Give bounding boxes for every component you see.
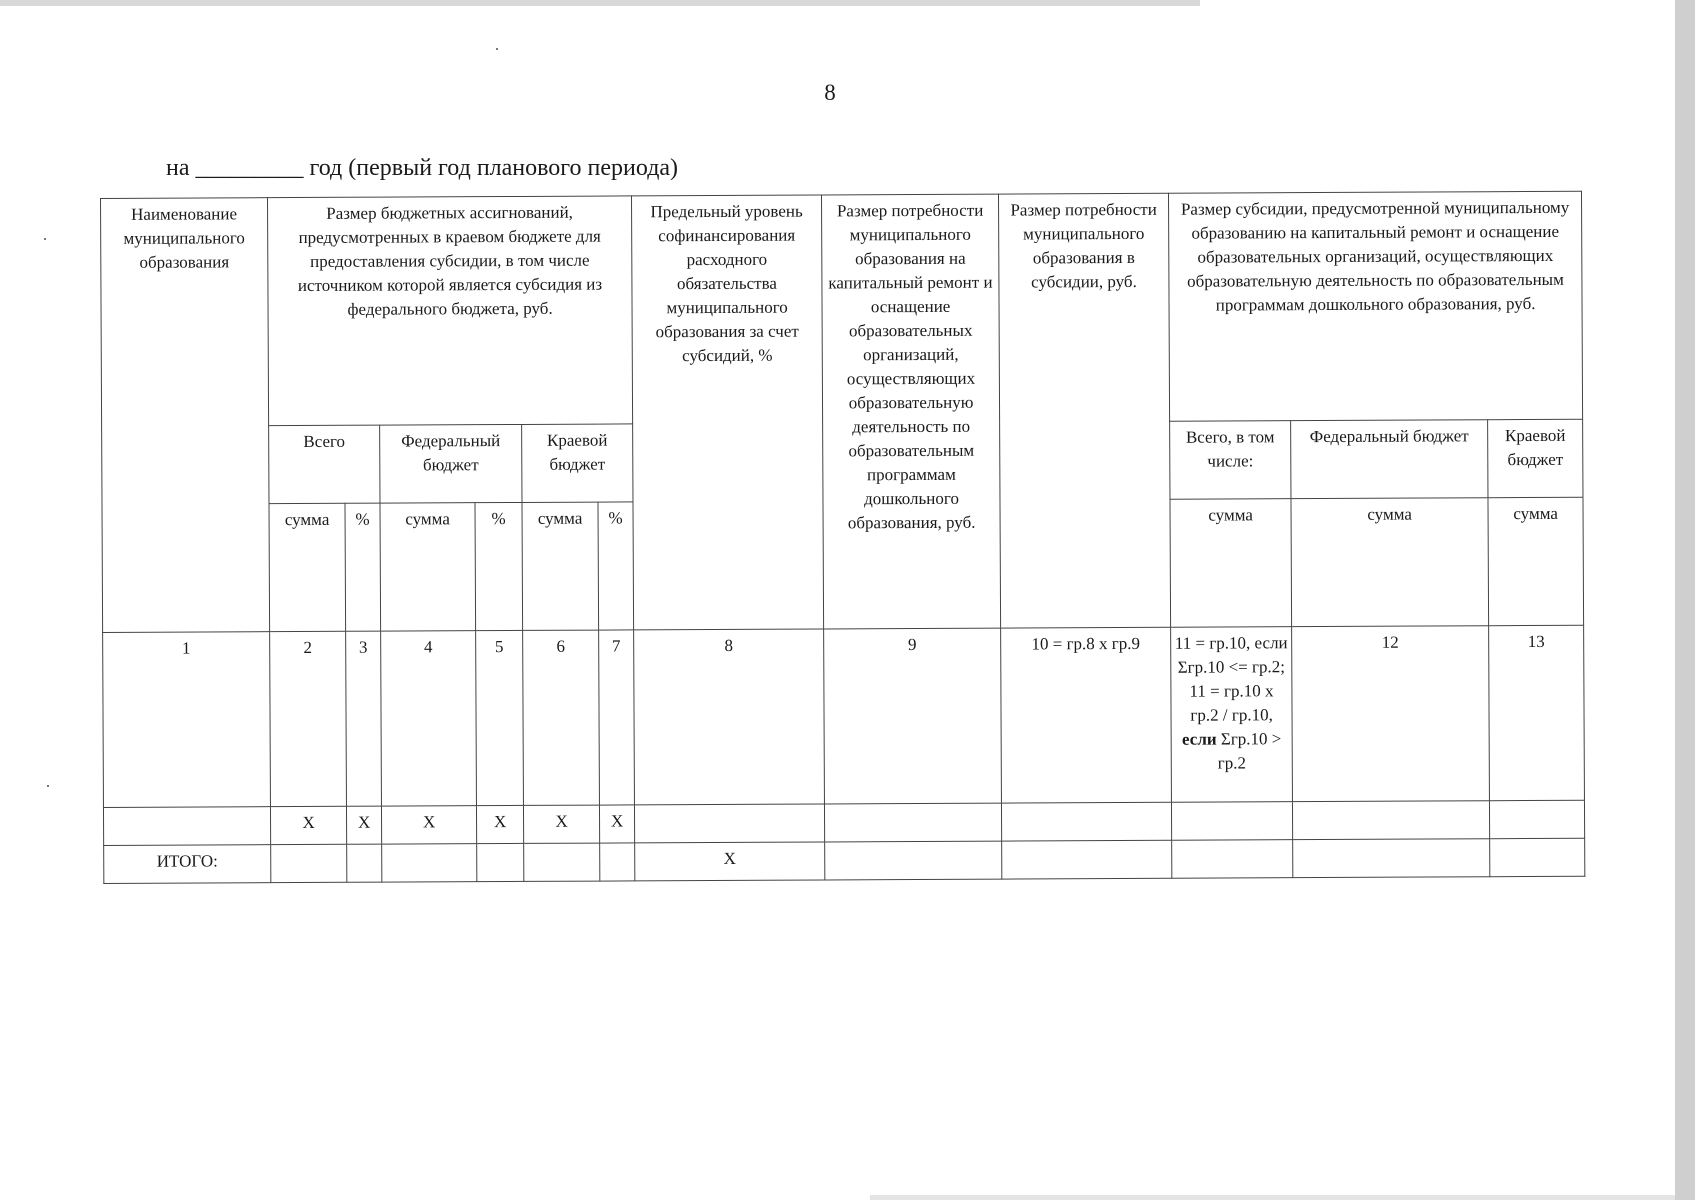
cell-empty — [477, 843, 524, 881]
scan-speck — [44, 238, 46, 240]
col-num-11-formula — [1171, 627, 1293, 803]
total-row — [104, 838, 1585, 883]
cell-x: Х — [381, 806, 476, 844]
total-label: ИТОГО: — [104, 845, 271, 884]
header-cofinancing-level: Предельный уровень софинансирования расходного обязательства муниципального образования за счет субсидий, % — [632, 195, 824, 630]
formula-part: 11 = гр.10, если Σгр.10 <= гр.2; 11 = гр.10 х гр.2 / гр.10, — [1174, 633, 1288, 725]
table-heading: на _________ год (первый год планового периода) — [166, 155, 679, 181]
cell-x: Х — [523, 805, 599, 843]
subheader-federal: Федеральный бюджет — [380, 424, 522, 503]
col-num-10: 10 = гр.8 х гр.9 — [1001, 627, 1172, 803]
col-num-2: 2 — [270, 631, 347, 806]
formula-bold-if: если — [1181, 729, 1217, 749]
col-num-3: 3 — [346, 631, 382, 806]
unit-pct: % — [345, 503, 381, 631]
col-num-5: 5 — [476, 630, 524, 805]
scan-speck — [47, 785, 49, 787]
unit-sum: сумма — [380, 503, 476, 631]
col-num-8: 8 — [634, 629, 825, 805]
cell-x: Х — [270, 806, 346, 844]
cell-x: Х — [476, 805, 523, 843]
cell-x: Х — [599, 805, 634, 843]
col-num-1: 1 — [103, 632, 271, 808]
scan-speck — [496, 48, 498, 50]
cell-empty — [524, 843, 600, 881]
cell-empty — [1002, 802, 1172, 841]
cell-empty — [271, 844, 347, 882]
header-municipality: Наименование муниципального образования — [101, 198, 270, 633]
subheader-regional: Краевой бюджет — [522, 424, 633, 503]
col-num-6: 6 — [523, 630, 600, 805]
cell-empty — [1172, 840, 1293, 879]
page-number: 8 — [824, 80, 836, 105]
cell-empty — [1293, 839, 1490, 878]
unit-sum: сумма — [522, 502, 599, 630]
cell-empty — [1172, 802, 1293, 841]
header-subsidy-size: Размер субсидии, предусмотренной муниципальному образованию на капитальный ремонт и оснащение образовательных организаций, осуществляющих образовательную деятельность по образовательным программам дошкольного образования, руб. — [1169, 191, 1583, 421]
scan-edge-top — [0, 0, 1200, 6]
cell-x: Х — [346, 806, 381, 844]
formula-part: Σгр.10 > гр.2 — [1216, 729, 1282, 773]
col-num-12: 12 — [1292, 626, 1490, 802]
header-row — [101, 191, 1583, 426]
cell-empty — [600, 843, 635, 881]
subheader-total: Всего — [269, 425, 380, 504]
cell-empty — [1002, 840, 1172, 879]
unit-sum: сумма — [269, 503, 346, 631]
col-num-9: 9 — [824, 628, 1002, 804]
cell-municipality — [103, 807, 270, 846]
unit-sum: сумма — [1488, 497, 1584, 625]
cell-empty — [382, 844, 477, 882]
cell-empty — [825, 803, 1002, 842]
cell-empty — [825, 841, 1002, 880]
total-cofinancing-x: Х — [635, 842, 825, 881]
header-need-repair: Размер потребности муниципального образования на капитальный ремонт и оснащение образовательных организаций, осуществляющих образовательную деятельность по образовательным программам дошкольного образования, руб. — [822, 194, 1001, 629]
col-num-13: 13 — [1489, 625, 1585, 800]
cell-empty — [1490, 838, 1585, 876]
subheader-regional-2: Краевой бюджет — [1488, 419, 1583, 497]
subheader-federal-2: Федеральный бюджет — [1291, 420, 1488, 499]
header-need-subsidy: Размер потребности муниципального образования в субсидии, руб. — [999, 193, 1171, 628]
subsidy-table — [100, 191, 1585, 884]
column-number-row — [103, 625, 1585, 807]
unit-pct: % — [598, 502, 634, 630]
cell-empty — [635, 804, 825, 843]
scan-edge-bottom — [870, 1195, 1675, 1200]
cell-empty — [1490, 800, 1585, 838]
unit-pct: % — [475, 502, 523, 630]
header-allocations: Размер бюджетных ассигнований, предусмотренных в краевом бюджете для предоставления субсидии, в том числе источником которой является субсидия из федерального бюджета, руб. — [268, 196, 633, 426]
scan-edge-right — [1675, 0, 1695, 1200]
cell-empty — [347, 844, 382, 882]
col-num-4: 4 — [381, 631, 477, 806]
unit-sum: сумма — [1291, 498, 1489, 627]
unit-sum: сумма — [1170, 499, 1292, 628]
cell-empty — [1293, 801, 1490, 840]
col-num-7: 7 — [599, 630, 635, 805]
subheader-total-incl: Всего, в том числе: — [1170, 421, 1291, 500]
